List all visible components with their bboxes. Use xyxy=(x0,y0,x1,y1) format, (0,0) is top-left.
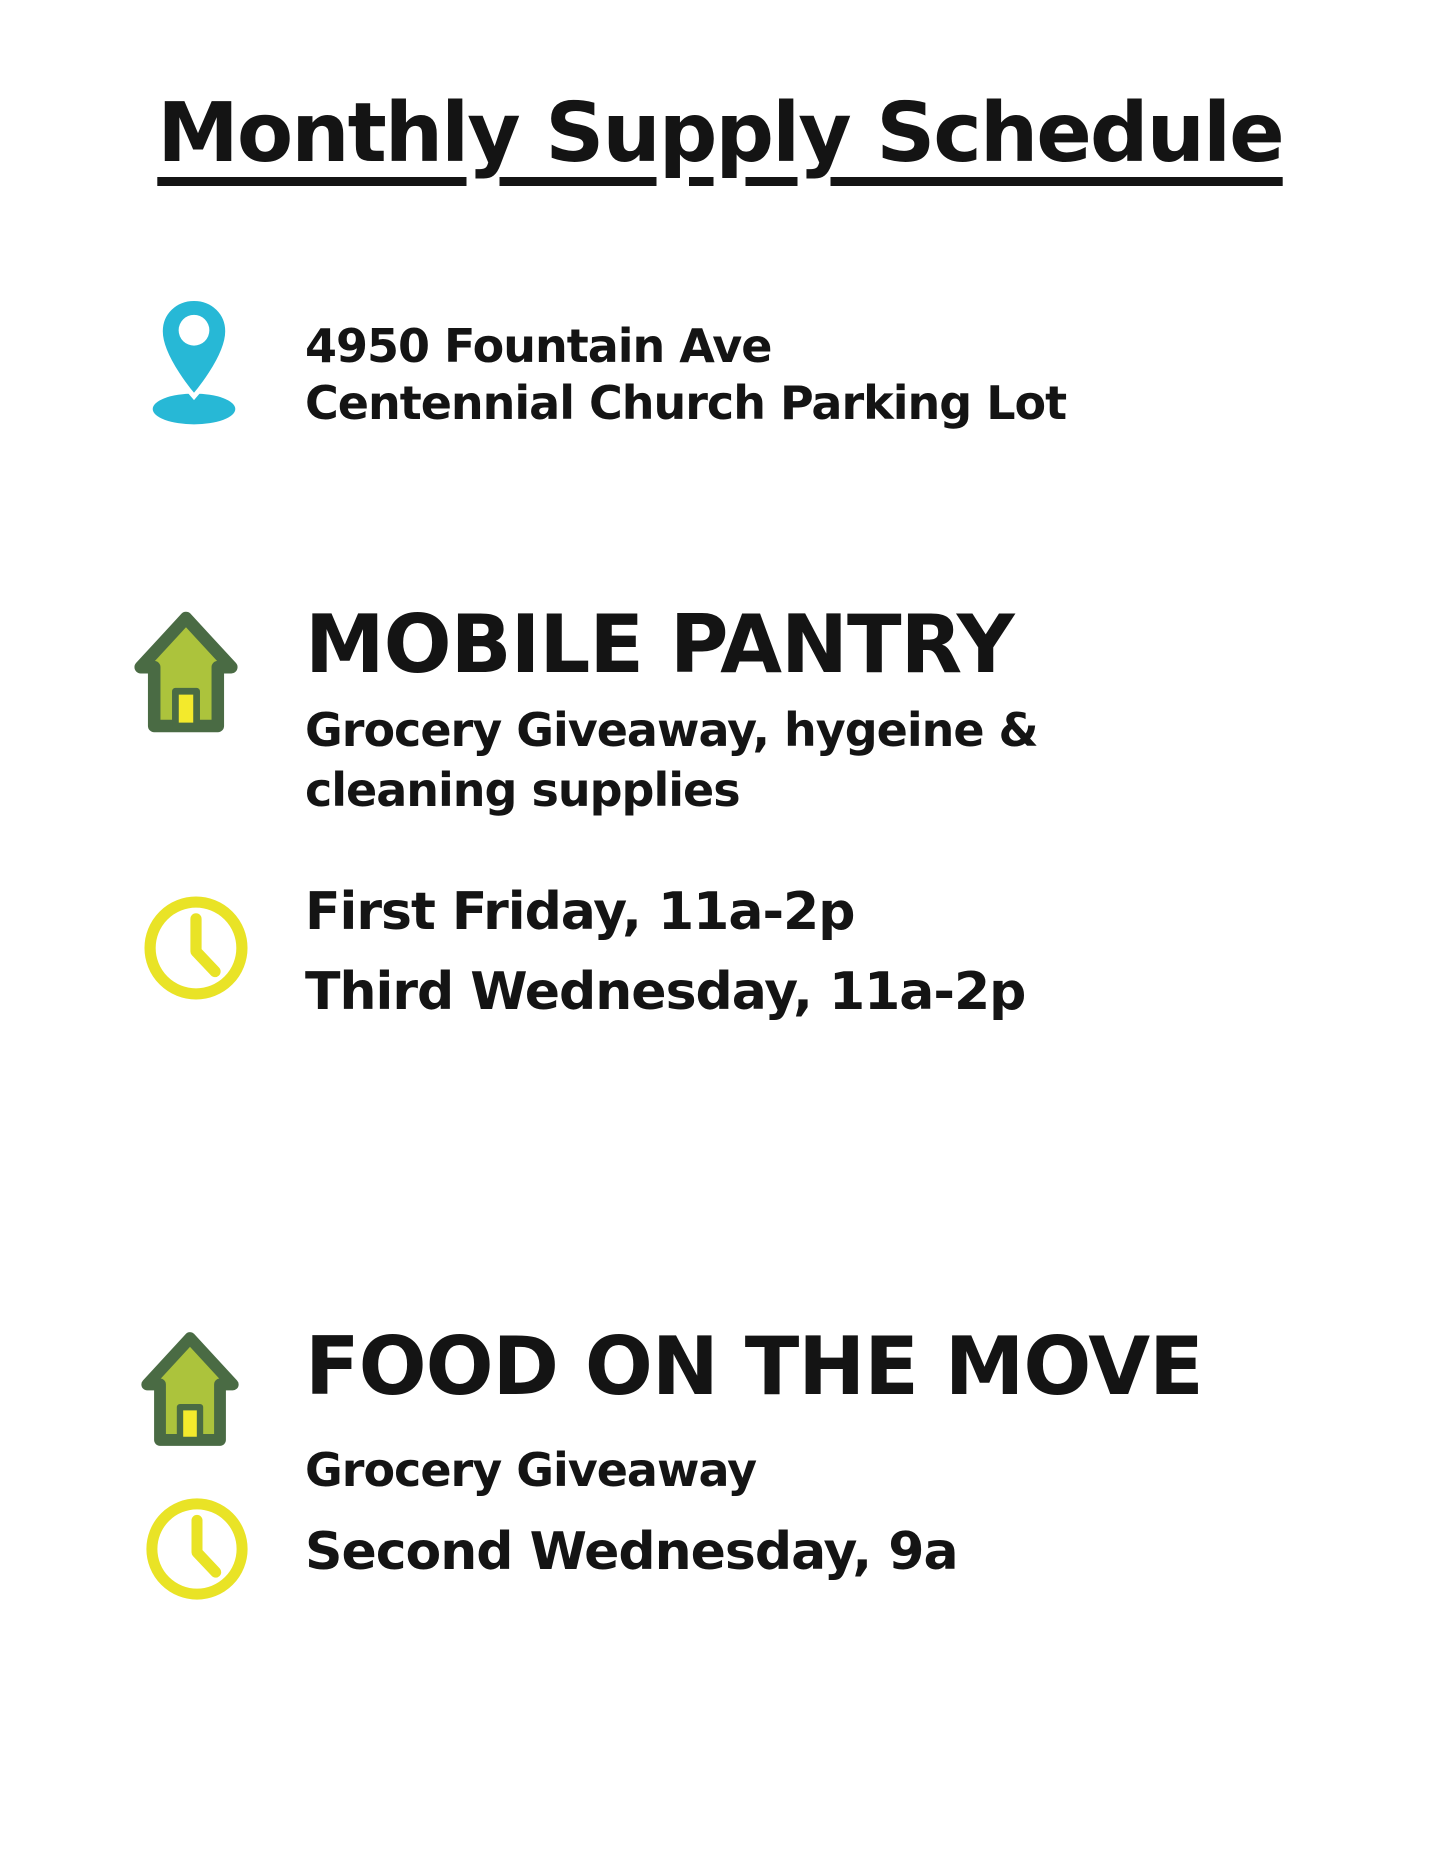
schedule-line: First Friday, 11a-2p xyxy=(305,882,855,942)
page-title: Monthly Supply Schedule xyxy=(157,86,1283,181)
schedule-line: Third Wednesday, 11a-2p xyxy=(305,962,1026,1022)
description-line: Grocery Giveaway, hygeine & xyxy=(305,703,1038,757)
section-schedule-food-on-the-move xyxy=(305,1512,958,1592)
description-line: cleaning supplies xyxy=(305,763,740,817)
section-description-food-on-the-move xyxy=(305,1440,756,1500)
address-line-1: 4950 Fountain Ave xyxy=(305,319,772,373)
section-schedule-mobile-pantry xyxy=(305,872,1025,1032)
house-icon xyxy=(133,606,239,738)
clock-icon xyxy=(142,1494,252,1604)
section-title-food-on-the-move: FOOD ON THE MOVE xyxy=(305,1320,1203,1413)
location-address xyxy=(305,318,1066,432)
address-line-2: Centennial Church Parking Lot xyxy=(305,376,1067,430)
location-pin-icon xyxy=(146,292,242,428)
house-icon xyxy=(140,1326,240,1452)
section-title-mobile-pantry: MOBILE PANTRY xyxy=(305,598,1014,691)
section-description-mobile-pantry xyxy=(305,700,1038,820)
schedule-line: Second Wednesday, 9a xyxy=(305,1522,958,1582)
description-line: Grocery Giveaway xyxy=(305,1443,757,1497)
clock-icon xyxy=(140,892,252,1004)
